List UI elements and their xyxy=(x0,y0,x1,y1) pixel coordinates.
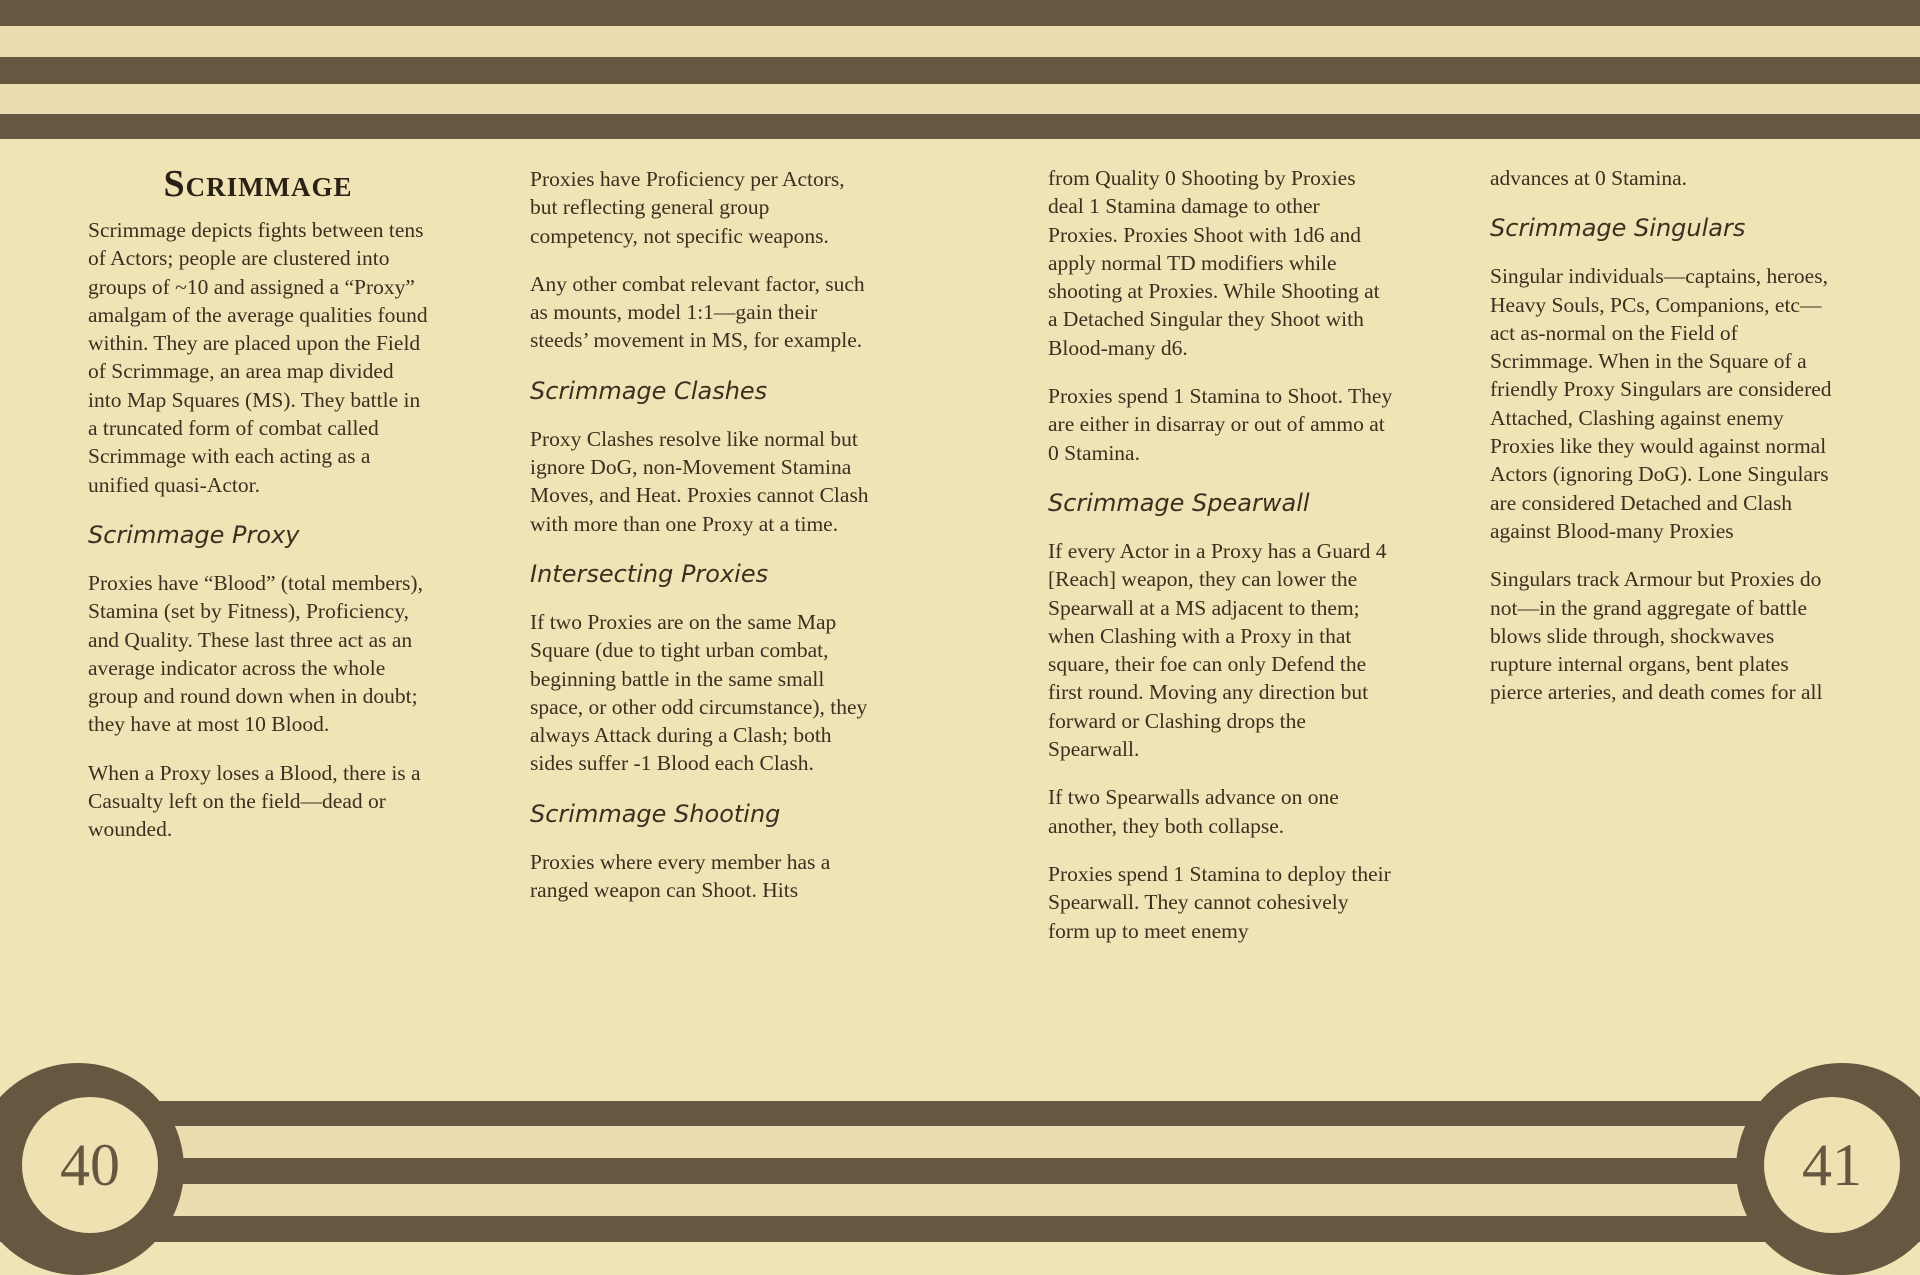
paragraph: Any other combat relevant factor, such as mounts, model 1:1—gain their steeds’ movement in MS, for example. xyxy=(530,271,865,353)
spearwall-paragraph: If every Actor in a Proxy has a Guard 4 [Reach] weapon, they can lower the Spearwall at a MS adjacent to them; when Clashing with a Proxy in that square, their foe can only Defend the first round. Moving any direction but forward or Clashing drops the Spearwall. xyxy=(1048,538,1387,762)
top-border-gap xyxy=(0,26,1920,57)
column-4 xyxy=(1490,164,1835,727)
intersecting-paragraph: If two Proxies are on the same Map Square (due to tight urban combat, beginning battle in the same small space, or other odd circumstance), they always Attack during a Clash; both sides suffer -1 Blood each Clash. xyxy=(530,609,868,776)
clashes-paragraph: Proxy Clashes resolve like normal but ignore DoG, non-Movement Stamina Moves, and Heat. Proxies cannot Clash with more than one Proxy at a time. xyxy=(530,426,869,536)
section-heading-singulars: Scrimmage Singulars xyxy=(1490,214,1746,243)
section-heading-clashes: Scrimmage Clashes xyxy=(530,376,768,405)
column-3 xyxy=(1048,164,1393,965)
shooting-paragraph: Proxies where every member has a ranged weapon can Shoot. Hits xyxy=(530,849,831,903)
paragraph: from Quality 0 Shooting by Proxies deal 1 Stamina damage to other Proxies. Proxies Shoot with 1d6 and apply normal TD modifiers while shooting at Proxies. While Shooting at a Detached Singular they Shoot with Blood-many d6. xyxy=(1048,166,1380,360)
spearwall-paragraph: Proxies spend 1 Stamina to deploy their Spearwall. They cannot cohesively form up to meet enemy xyxy=(1048,861,1391,943)
bottom-border-gap xyxy=(0,1184,1920,1216)
bottom-border-gap xyxy=(0,1126,1920,1158)
top-border-gap xyxy=(0,84,1920,114)
singulars-paragraph: Singulars track Armour but Proxies do not—in the grand aggregate of battle blows slide through, shockwaves rupture internal organs, bent plates pierce arteries, and death comes for all xyxy=(1490,567,1823,705)
intro-paragraph: Scrimmage depicts fights between tens of Actors; people are clustered into groups of ~10 and assigned a “Proxy” amalgam of the average qualities found within. They are placed upon the Field of Scrimmage, an area map divided into Map Squares (MS). They battle in a truncated form of combat called Scrimmage with each acting as a unified quasi-Actor. xyxy=(88,218,428,497)
section-heading-spearwall: Scrimmage Spearwall xyxy=(1048,488,1310,517)
spearwall-paragraph: If two Spearwalls advance on one another, they both collapse. xyxy=(1048,785,1339,838)
bottom-border-band xyxy=(0,1216,1920,1242)
page-number-left: 40 xyxy=(22,1097,158,1233)
top-border-band xyxy=(0,57,1920,84)
paragraph: Proxies have Proficiency per Actors, but reflecting general group competency, not specific weapons. xyxy=(530,167,845,248)
top-border-band xyxy=(0,0,1920,26)
paragraph: advances at 0 Stamina. xyxy=(1490,166,1688,190)
proxy-paragraph: Proxies have “Blood” (total members), Stamina (set by Fitness), Proficiency, and Quality. These last three act as an average indicator across the whole group and round down when in doubt; they have at most 10 Blood. xyxy=(88,570,423,737)
section-heading-shooting: Scrimmage Shooting xyxy=(530,799,781,828)
section-heading-intersecting: Intersecting Proxies xyxy=(530,559,769,588)
bottom-border-band xyxy=(0,1101,1920,1126)
section-heading-proxy: Scrimmage Proxy xyxy=(88,520,300,549)
page-number-right: 41 xyxy=(1764,1097,1900,1233)
top-border-band xyxy=(0,114,1920,139)
singulars-paragraph: Singular individuals—captains, heroes, Heavy Souls, PCs, Companions, etc—act as-normal on the Field of Scrimmage. When in the Square of a friendly Proxy Singulars are considered Attached, Clashing against enemy Proxies like they would against normal Actors (ignoring DoG). Lone Singulars are considered Detached and Clash against Blood-many Proxies xyxy=(1490,264,1832,543)
page-title: Scrimmage xyxy=(163,163,353,205)
proxy-paragraph: When a Proxy loses a Blood, there is a Casualty left on the field—dead or wounded. xyxy=(88,760,421,842)
column-2 xyxy=(530,165,875,924)
paragraph: Proxies spend 1 Stamina to Shoot. They are either in disarray or out of ammo at 0 Stamina. xyxy=(1048,384,1393,465)
column-1 xyxy=(88,162,428,864)
bottom-border-band xyxy=(0,1158,1920,1184)
